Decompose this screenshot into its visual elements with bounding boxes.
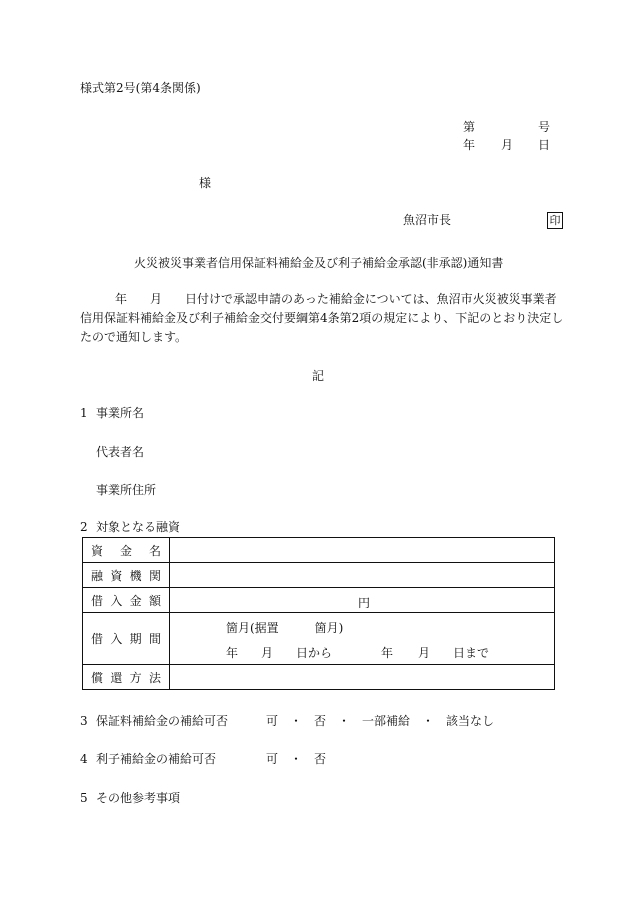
- date-month: 月: [501, 138, 514, 152]
- body-line1: 日付けで承認申請のあった補給金については、魚沼市火災被災事業者: [185, 292, 557, 306]
- fund-name-value[interactable]: [170, 538, 555, 563]
- doc-no-dai: 第: [463, 120, 476, 134]
- date-day: 日: [538, 138, 551, 152]
- repayment-header: 償 還 方 法: [83, 665, 170, 690]
- repayment-value[interactable]: [170, 665, 555, 690]
- table-row-repayment: [83, 665, 555, 690]
- date-year: 年: [463, 138, 476, 152]
- amount-header: 借 入 金 額: [83, 588, 170, 613]
- section3-options: 可 ・ 否 ・ 一部補給 ・ 該当なし: [266, 714, 495, 728]
- section5-label: その他参考事項: [96, 791, 181, 805]
- financing-table: [82, 537, 555, 690]
- issuer: 魚沼市長: [403, 213, 452, 227]
- section2-num: 2: [80, 520, 88, 534]
- table-row-amount: [83, 588, 555, 613]
- ki-heading: 記: [312, 369, 325, 383]
- yen-unit: 円: [358, 596, 371, 610]
- body-line2: 信用保証料補給金及び利子補給金交付要綱第4条第2項の規定により、下記のとおり決定し: [80, 311, 564, 325]
- doc-no-go: 号: [538, 120, 551, 134]
- seal-stamp: 印: [547, 212, 563, 229]
- table-row-lender: [83, 563, 555, 588]
- amount-value[interactable]: [170, 588, 555, 613]
- period-value[interactable]: [170, 613, 555, 665]
- section5-num: 5: [80, 791, 88, 805]
- section1-label: 事業所名: [96, 406, 145, 420]
- section4-label: 利子補給金の補給可否: [96, 752, 217, 766]
- fund-name-header: 資 金 名: [83, 538, 170, 563]
- document-title: 火災被災事業者信用保証料補給金及び利子補給金承認(非承認)通知書: [134, 256, 504, 270]
- representative-label: 代表者名: [96, 445, 145, 459]
- body-month: 月: [150, 292, 163, 306]
- period-header: 借 入 期 間: [83, 613, 170, 665]
- table-row-fund-name: [83, 538, 555, 563]
- form-number: 様式第2号(第4条関係): [80, 81, 201, 95]
- section1-num: 1: [80, 406, 88, 420]
- body-line3: たので通知します。: [80, 330, 188, 344]
- section3-num: 3: [80, 714, 88, 728]
- lender-value[interactable]: [170, 563, 555, 588]
- table-row-period: [83, 613, 555, 665]
- section3-label: 保証料補給金の補給可否: [96, 714, 229, 728]
- lender-header: 融 資 機 関: [83, 563, 170, 588]
- addressee-sama: 様: [199, 176, 212, 190]
- address-label: 事業所住所: [96, 483, 157, 497]
- section2-label: 対象となる融資: [96, 520, 181, 534]
- period-months: 箇月(据置 箇月): [226, 621, 344, 635]
- section4-options: 可 ・ 否: [266, 752, 327, 766]
- period-dates: 年 月 日から 年 月 日まで: [226, 646, 490, 660]
- body-year: 年: [115, 292, 128, 306]
- section4-num: 4: [80, 752, 88, 766]
